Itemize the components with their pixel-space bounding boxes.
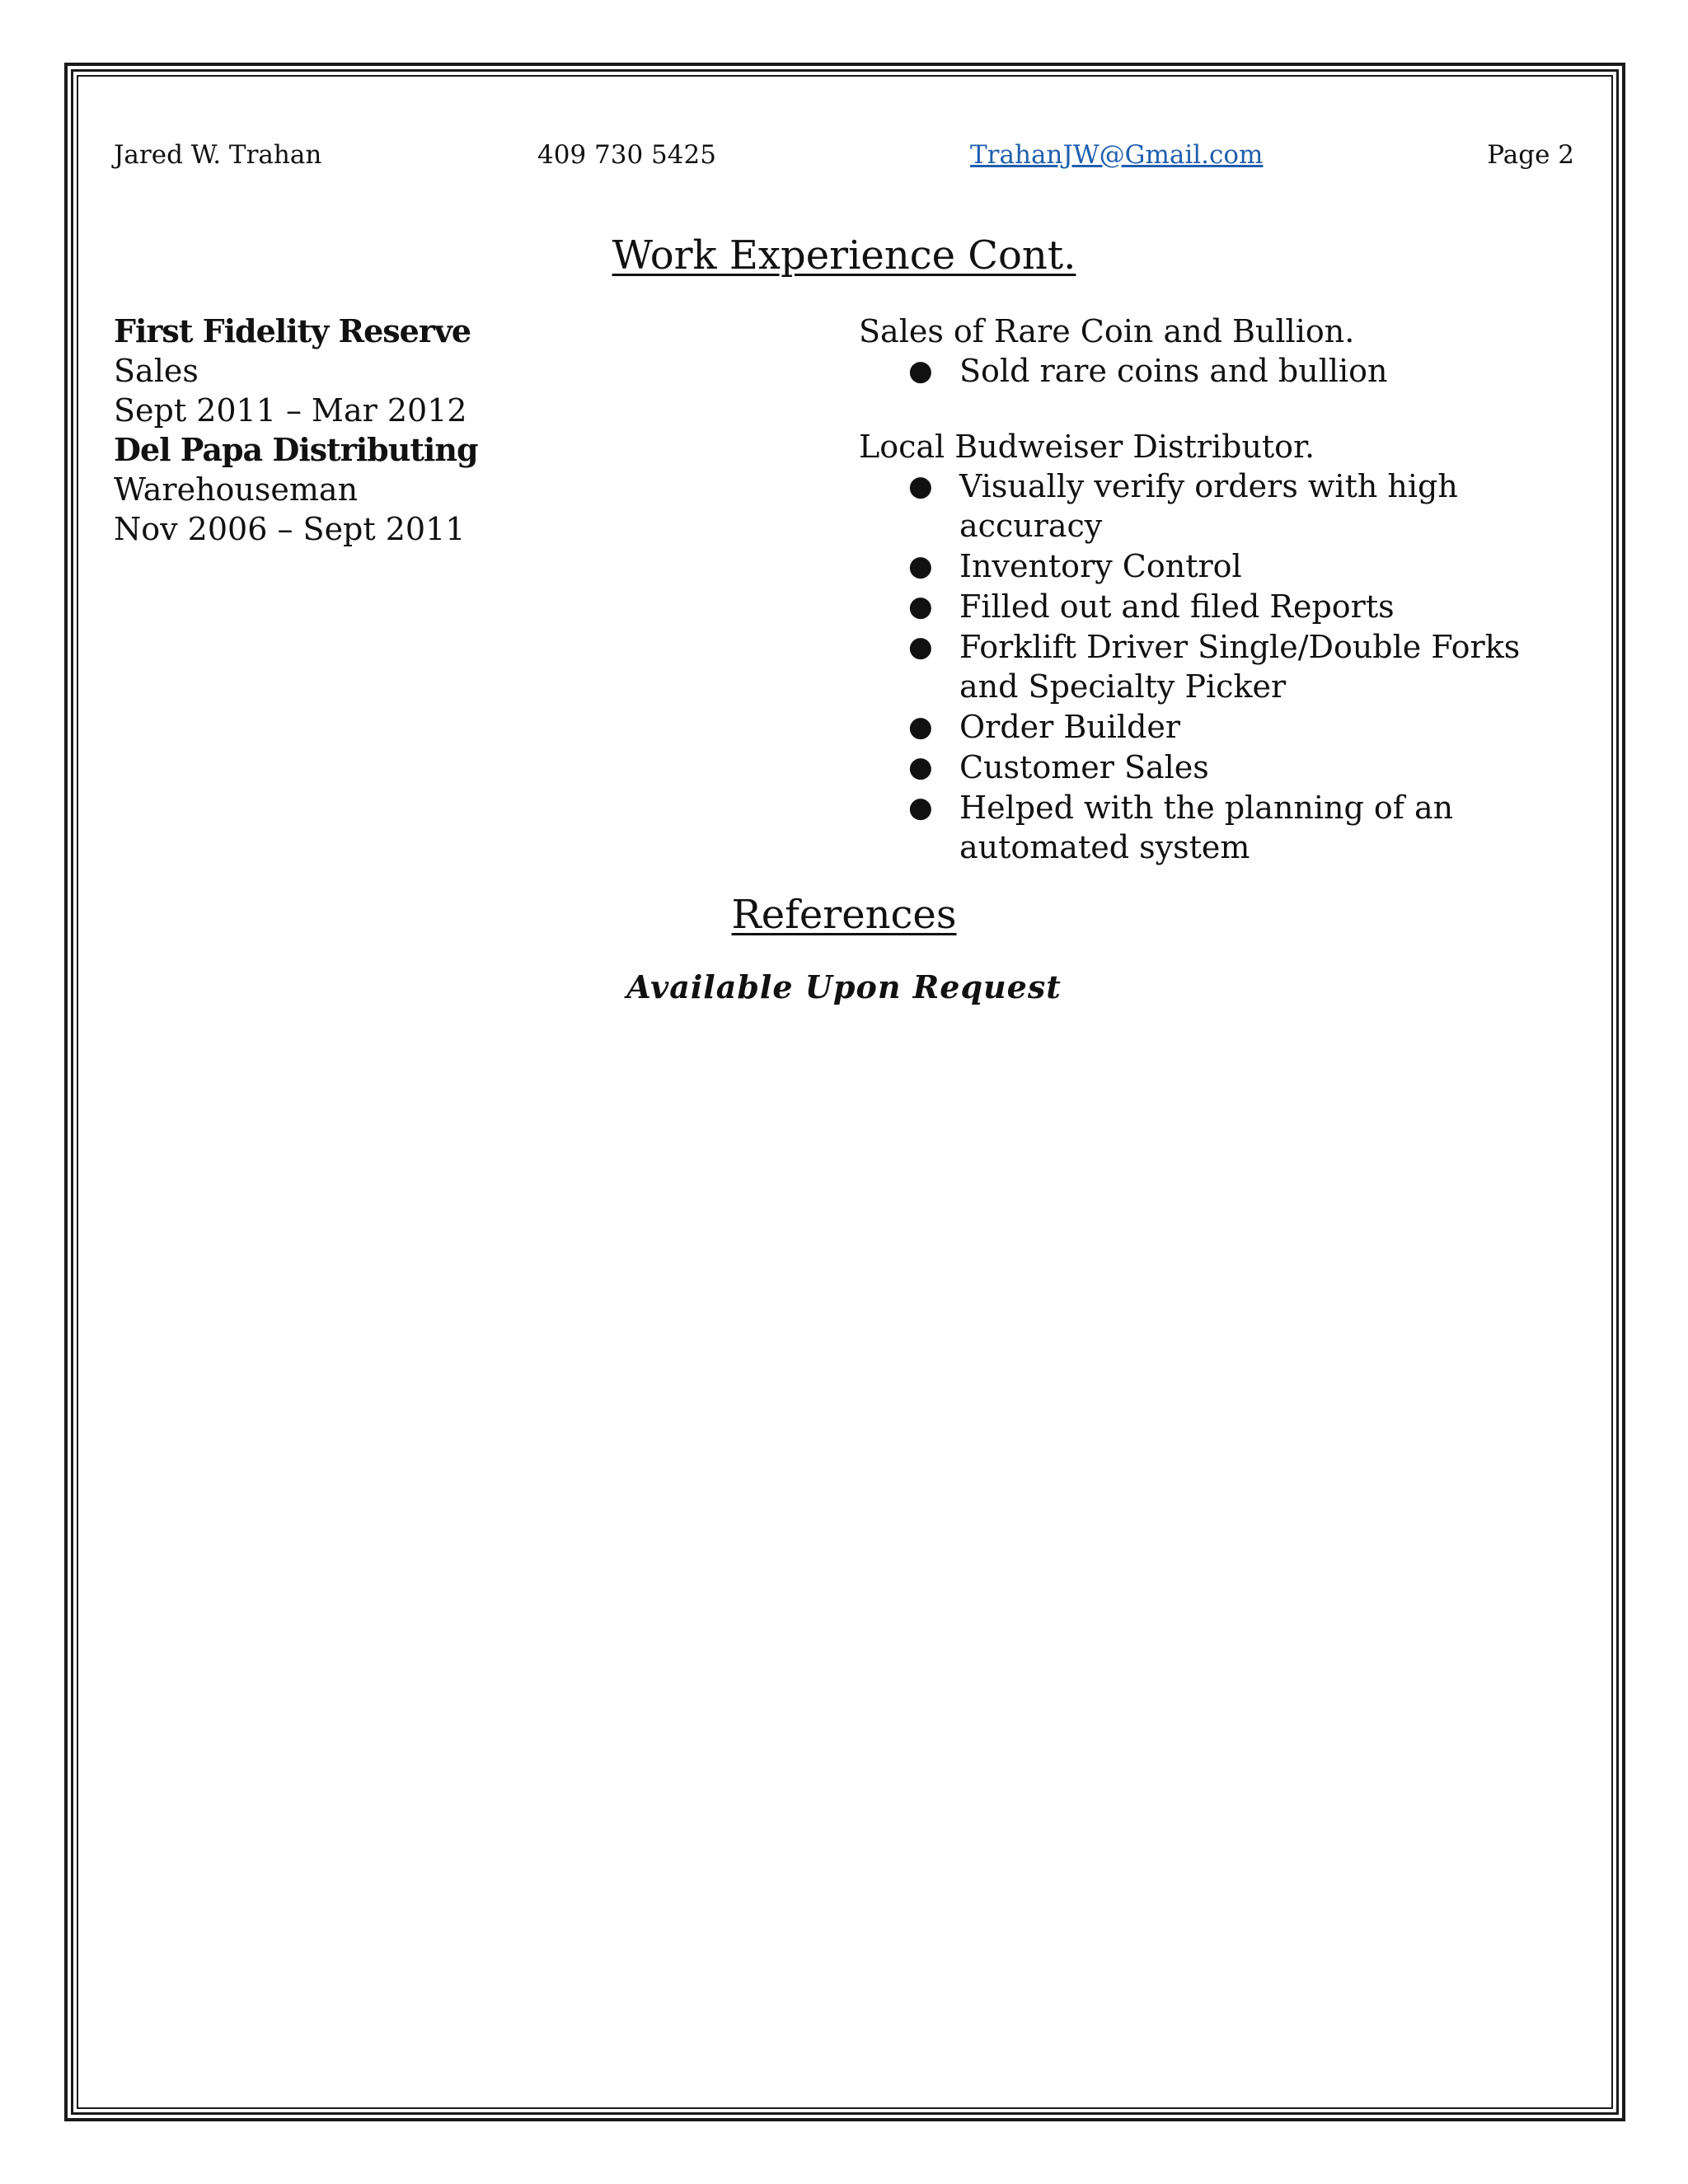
- bullet-text: Forklift Driver Single/Double Forks and Specialty Picker: [959, 629, 1521, 705]
- job-bullet-list: [859, 466, 1586, 867]
- work-experience-title: Work Experience Cont.: [612, 232, 1076, 279]
- job-details-first-fidelity: [859, 312, 1586, 391]
- header-name: Jared W. Trahan: [114, 140, 322, 170]
- list-item: [859, 707, 1586, 747]
- bullet-text: Filled out and filed Reports: [959, 588, 1395, 625]
- bullet-dot-icon: ●: [908, 590, 933, 623]
- bullet-text: Order Builder: [959, 709, 1181, 745]
- bullet-dot-icon: ●: [908, 630, 933, 663]
- header-phone: 409 730 5425: [537, 140, 716, 170]
- header-page-number: Page 2: [1487, 140, 1574, 170]
- job-company: First Fidelity Reserve: [114, 312, 471, 349]
- list-item: [859, 466, 1586, 546]
- bullet-text: Helped with the planning of an automated system: [959, 790, 1454, 865]
- bullet-dot-icon: ●: [908, 550, 933, 583]
- list-item: [859, 587, 1586, 626]
- job-role: Sales: [114, 353, 199, 389]
- job-dates: Sept 2011 – Mar 2012: [114, 392, 467, 429]
- bullet-text: Customer Sales: [959, 749, 1209, 785]
- list-item: [859, 546, 1586, 586]
- job-description: Sales of Rare Coin and Bullion.: [859, 313, 1355, 349]
- list-item: [859, 788, 1586, 867]
- job-details-del-papa: [859, 427, 1586, 868]
- bullet-dot-icon: ●: [908, 791, 933, 824]
- list-item: [859, 351, 1586, 391]
- bullet-dot-icon: ●: [908, 470, 933, 503]
- list-item: [859, 627, 1586, 706]
- header-email-link[interactable]: TrahanJW@Gmail.com: [970, 140, 1264, 170]
- job-summary-column: [114, 312, 478, 549]
- bullet-text: Sold rare coins and bullion: [959, 353, 1388, 389]
- bullet-dot-icon: ●: [908, 710, 933, 743]
- bullet-text: Inventory Control: [959, 548, 1242, 584]
- bullet-dot-icon: ●: [908, 751, 933, 784]
- job-company: Del Papa Distributing: [114, 431, 478, 468]
- job-description: Local Budweiser Distributor.: [859, 429, 1315, 465]
- references-title: References: [731, 892, 957, 938]
- bullet-text: Visually verify orders with high accuracy: [959, 468, 1458, 544]
- job-dates: Nov 2006 – Sept 2011: [114, 511, 466, 547]
- bullet-dot-icon: ●: [908, 354, 933, 387]
- job-bullet-list: [859, 351, 1586, 391]
- job-role: Warehouseman: [114, 471, 359, 508]
- list-item: [859, 748, 1586, 787]
- references-subtitle: Available Upon Request: [626, 968, 1062, 1005]
